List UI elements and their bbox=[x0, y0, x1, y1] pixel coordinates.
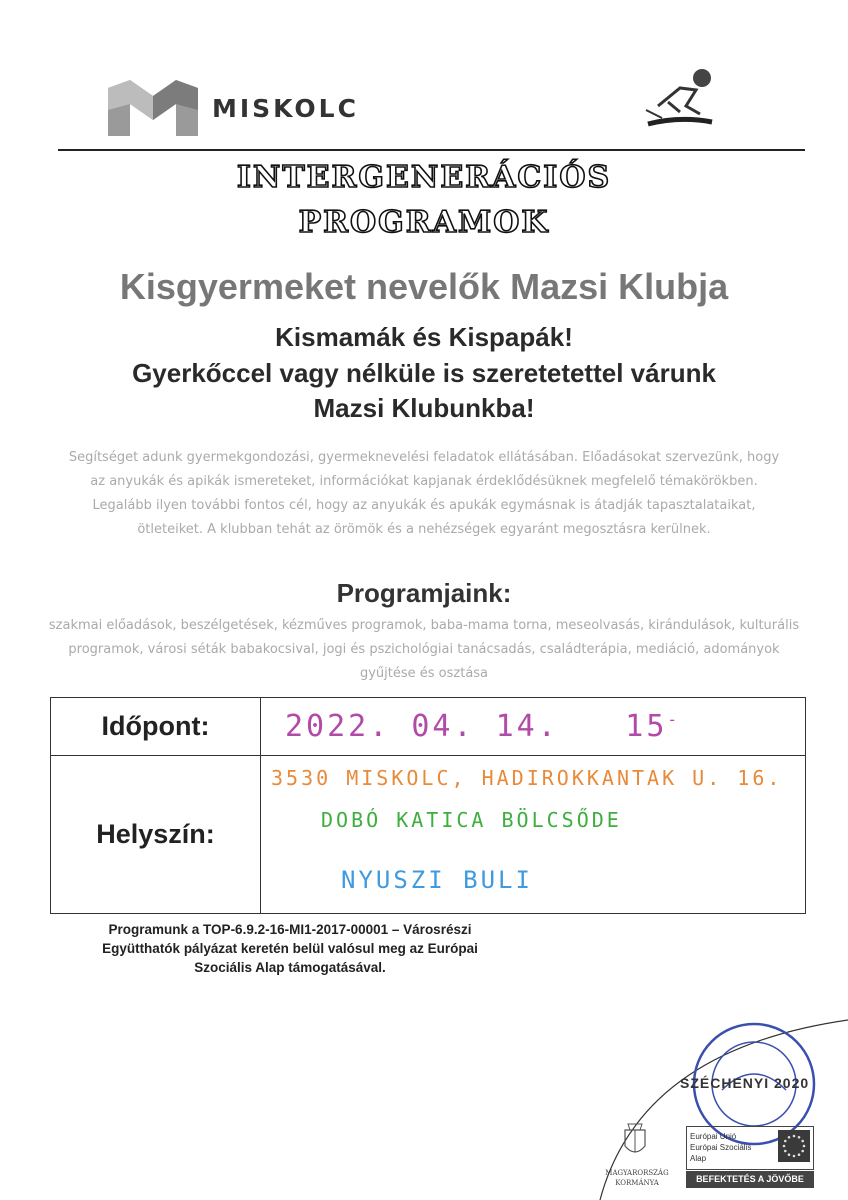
gov-line-2: KORMÁNYA bbox=[615, 1179, 659, 1187]
city-name: MISKOLC bbox=[212, 94, 359, 123]
funding-note bbox=[60, 920, 520, 977]
eu-line-1: Európai Unió bbox=[690, 1132, 737, 1141]
place-value-cell bbox=[261, 756, 806, 914]
government-logo-text bbox=[596, 1168, 678, 1188]
headline-line-1: INTERGENERÁCIÓS bbox=[236, 160, 612, 195]
eu-line-3: Alap bbox=[690, 1154, 707, 1163]
time-label: Időpont: bbox=[51, 698, 261, 756]
header-divider bbox=[58, 149, 805, 151]
club-title: Kisgyermeket nevelők Mazsi Klubja bbox=[119, 266, 729, 307]
eu-flag-icon bbox=[778, 1130, 810, 1162]
time-value-cell bbox=[261, 698, 806, 756]
skateboarder-icon bbox=[640, 66, 720, 136]
subtitle-line-3: Mazsi Klubunkba! bbox=[313, 393, 535, 423]
event-time bbox=[625, 709, 680, 744]
programs-heading: Programjaink: bbox=[336, 578, 512, 608]
place-label: Helyszín: bbox=[51, 756, 261, 914]
funding-note-line-3: Szociális Alap támogatásával. bbox=[194, 960, 386, 975]
hungarian-crest-icon bbox=[622, 1120, 648, 1160]
investment-slogan: BEFEKTETÉS A JÖVŐBE bbox=[686, 1171, 814, 1188]
miskolc-logo-icon bbox=[108, 80, 198, 136]
funding-note-line-1: Programunk a TOP-6.9.2-16-MI1-2017-00001 – Városrészi bbox=[108, 922, 472, 937]
place-row bbox=[51, 756, 806, 914]
event-name: NYUSZI BULI bbox=[341, 866, 533, 894]
event-address: 3530 MISKOLC, HADIROKKANTAK U. 16. bbox=[271, 766, 783, 790]
event-time-hour: 15 bbox=[625, 709, 668, 744]
subtitle-line-1: Kismamák és Kispapák! bbox=[275, 322, 573, 352]
event-info-table bbox=[50, 697, 806, 914]
description-paragraph: Segítséget adunk gyermekgondozási, gyermeknevelési feladatok ellátásában. Előadásokat szervezünk, hogy az anyukák és apikák ismereteket, információkat kapjanak érdeklődésüknek megfelelő témakörökben. Legalább ilyen további fontos cél, hogy az anyukák és apukák egymásnak is átadják tapasztalataikat, ötleteiket. A klubban tehát az örömök és a nehézségek egyaránt megosztásra kerülnek. bbox=[68, 450, 780, 537]
headline-line-2: PROGRAMOK bbox=[298, 205, 550, 240]
event-time-suffix: - bbox=[667, 710, 681, 729]
event-date: 2022. 04. 14. bbox=[285, 709, 559, 744]
eu-line-2: Európai Szociális bbox=[690, 1143, 752, 1152]
szechenyi-2020-logo: SZÉCHENYI 2020 bbox=[680, 1075, 810, 1091]
programs-list: szakmai előadások, beszélgetések, kézműves programok, baba-mama torna, meseolvasás, kirándulások, kulturális programok, városi séták babakocsival, jogi és pszichológiai tanácsadás, családterápia, mediáció, adományok gyűjtése és osztása bbox=[48, 618, 800, 681]
event-venue: DOBÓ KATICA BÖLCSŐDE bbox=[321, 808, 622, 832]
funding-note-line-2: Együtthatók pályázat keretén belül valósul meg az Európai bbox=[102, 941, 478, 956]
time-row bbox=[51, 698, 806, 756]
subtitle-line-2: Gyerkőccel vagy nélküle is szeretetettel várunk bbox=[132, 358, 716, 388]
gov-line-1: MAGYARORSZÁG bbox=[605, 1169, 669, 1177]
